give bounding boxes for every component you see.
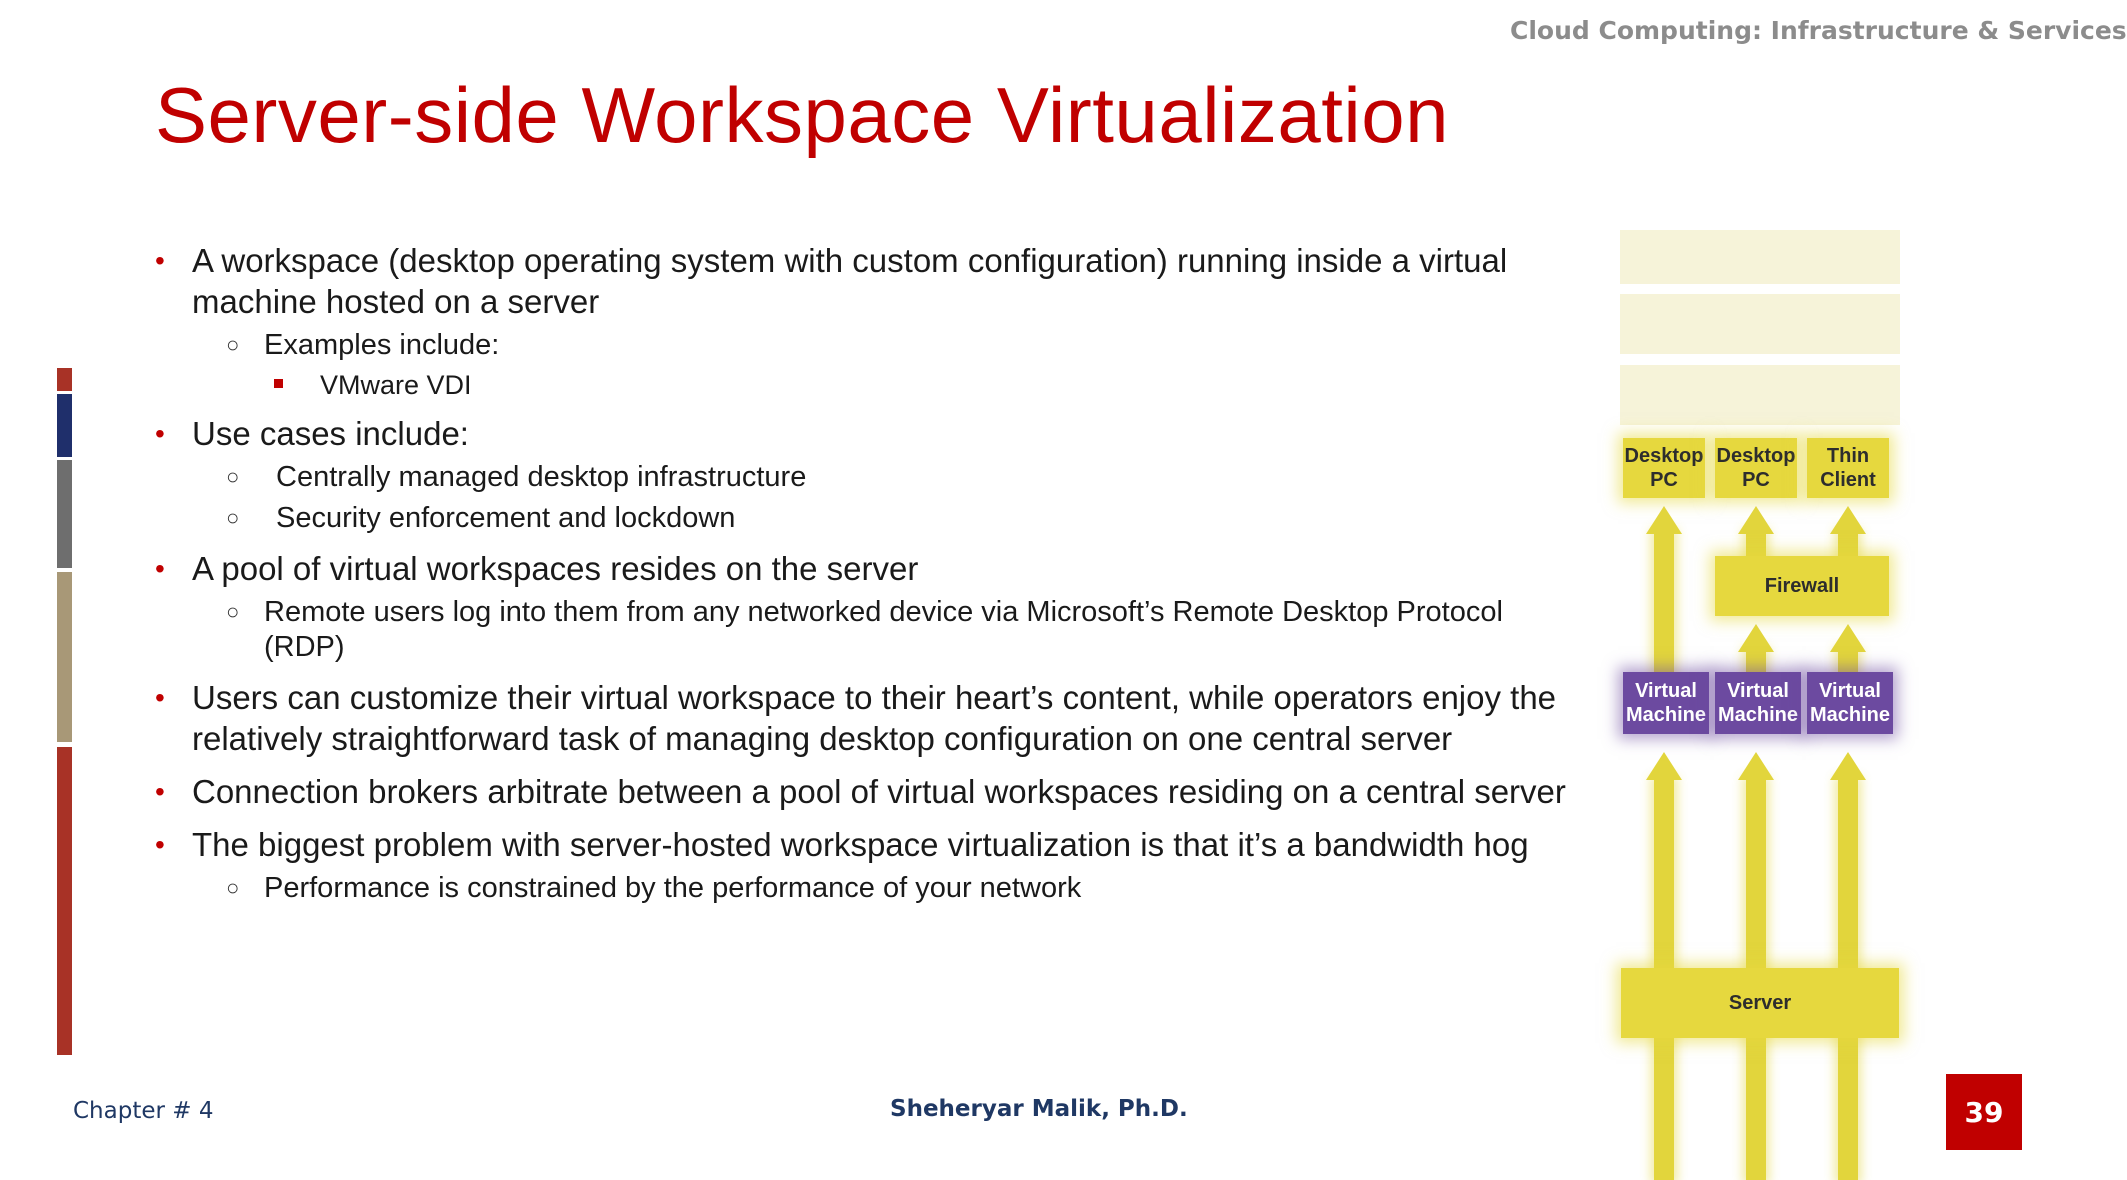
circle-bullet-icon: ○ [226,505,240,530]
page-number: 39 [1946,1074,2022,1150]
accent-bar-segment [57,747,72,1055]
firewall-box [1715,556,1889,616]
arrow-up-icon [1738,624,1774,652]
bullet-text: A pool of virtual workspaces resides on the server [192,550,919,587]
sub-bullet [150,460,1590,495]
circle-bullet-icon: ○ [226,332,240,357]
bullet-3 [150,548,1590,589]
virtual-machine-label: Virtual Machine [1717,680,1799,726]
circle-bullet-icon: ○ [226,875,240,900]
bullet-text: Centrally managed desktop infrastructure [276,461,807,493]
slide-title: Server-side Workspace Virtualization [155,71,1449,159]
thin-client-label: Thin Client [1820,445,1876,491]
bullet-text: Performance is constrained by the performance of your network [264,872,1082,904]
arrow-up-icon [1738,752,1774,780]
bullet-marker: • [155,829,165,860]
bullet-5 [150,771,1590,812]
sub-sub-bullet [150,369,1590,401]
bullet-marker: • [155,682,165,713]
desktop-pc-label: Desktop PC [1716,445,1796,491]
chapter-label: Chapter # 4 [73,1098,214,1124]
desktop-pc-label: Desktop PC [1624,445,1704,491]
bullet-text: The biggest problem with server-hosted workspace virtualization is that it’s a bandwidth hog [192,826,1529,863]
sub-bullet [150,595,1590,665]
bullet-marker: • [155,245,165,276]
bullet-2 [150,413,1590,454]
bullet-marker: • [155,418,165,449]
arrow-up-icon [1830,752,1866,780]
server-box [1621,968,1899,1038]
bullet-text: Connection brokers arbitrate between a pool of virtual workspaces residing on a central server [192,773,1566,810]
accent-bar-segment [57,394,72,457]
bullet-6 [150,824,1590,865]
bullet-4 [150,677,1590,759]
arrow-shaft [1654,532,1674,682]
accent-bar-segment [57,460,72,568]
desktop-pc-box [1715,438,1797,498]
square-bullet-icon [274,379,283,388]
thin-client-box [1807,438,1889,498]
sub-bullet [150,328,1590,363]
firewall-label: Firewall [1764,575,1840,597]
diagram-band [1620,365,1900,425]
bullet-marker: • [155,553,165,584]
sub-bullet [150,501,1590,536]
virtual-machine-box [1623,672,1709,734]
slide-body [150,240,1590,906]
architecture-diagram [1605,220,1935,1070]
accent-bar-segment [57,368,72,391]
accent-bar-segment [57,572,72,742]
bullet-text: Remote users log into them from any networked device via Microsoft’s Remote Desktop Protocol (RDP) [264,596,1503,663]
virtual-machine-label: Virtual Machine [1625,680,1707,726]
desktop-pc-box [1623,438,1705,498]
bullet-text: Use cases include: [192,415,469,452]
bullet-text: Security enforcement and lockdown [276,502,736,534]
virtual-machine-box [1715,672,1801,734]
arrow-up-icon [1646,752,1682,780]
diagram-band [1620,294,1900,354]
sub-bullet [150,871,1590,906]
bullet-text: VMware VDI [320,370,472,400]
virtual-machine-box [1807,672,1893,734]
virtual-machine-label: Virtual Machine [1809,680,1891,726]
arrow-up-icon [1738,506,1774,534]
bullet-1 [150,240,1590,322]
bullet-text: Examples include: [264,329,500,361]
server-label: Server [1728,992,1792,1014]
bullet-text: A workspace (desktop operating system with custom configuration) running inside a virtual machine hosted on a server [192,242,1508,320]
bullet-marker: • [155,776,165,807]
bullet-text: Users can customize their virtual workspace to their heart’s content, while operators enjoy the relatively straightforward task of managing desktop configuration on one central server [192,679,1557,757]
diagram-band [1620,230,1900,284]
circle-bullet-icon: ○ [226,599,240,624]
circle-bullet-icon: ○ [226,464,240,489]
arrow-up-icon [1830,506,1866,534]
author-name: Sheheryar Malik, Ph.D. [890,1096,1188,1122]
arrow-up-icon [1830,624,1866,652]
course-header: Cloud Computing: Infrastructure & Services [1510,16,2127,45]
arrow-up-icon [1646,506,1682,534]
